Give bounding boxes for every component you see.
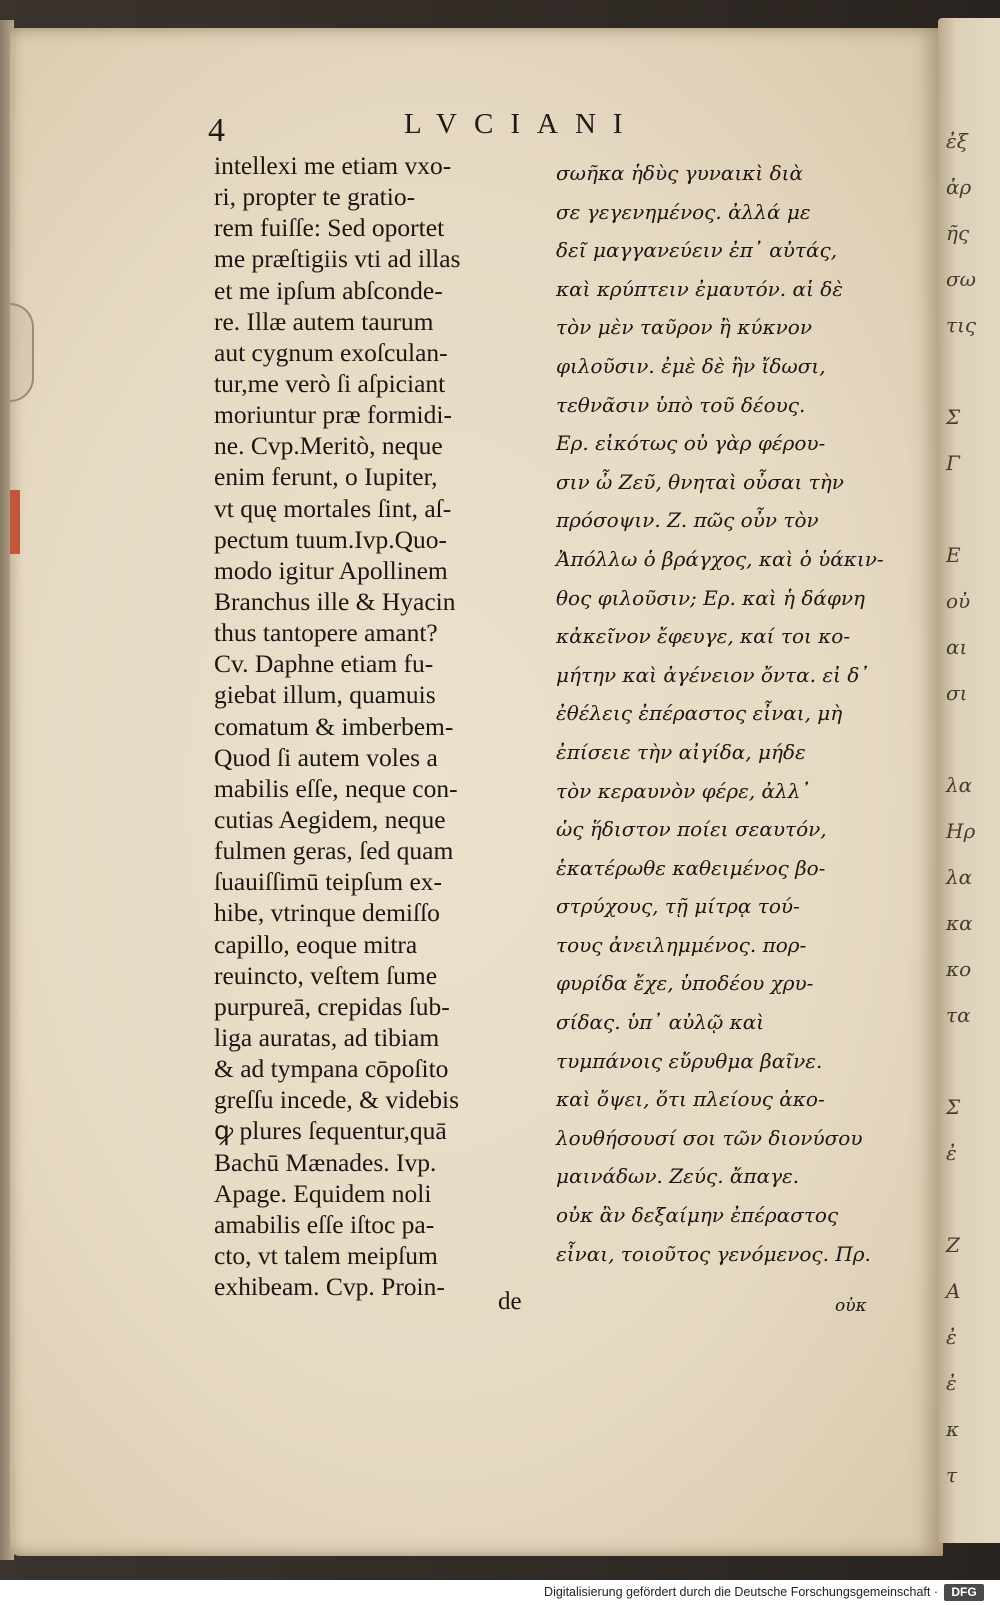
page-header	[208, 102, 908, 149]
greek-line: λουθήσουσί σοι τῶν διονύσου	[556, 1125, 863, 1150]
dfg-logo: DFG	[944, 1584, 984, 1601]
greek-line: ἐπίσειε τὴν αἰγίδα, μήδε	[556, 739, 806, 764]
greek-line: δεῖ μαγγανεύειν ἐπ᾽ αὐτάς,	[556, 238, 838, 263]
funding-credit: Digitalisierung gefördert durch die Deutsche Forschungsgemeinschaft ·	[544, 1585, 938, 1599]
greek-line: φυρίδα ἔχε, ὑποδέου χρυ-	[556, 971, 814, 996]
latin-line: giebat illum, quamuis	[214, 680, 436, 710]
greek-line: ὡς ἥδιστον ποίει σεαυτόν,	[556, 817, 827, 842]
greek-line: Ερ. εἰκότως οὐ γὰρ φέρου-	[556, 431, 826, 456]
greek-line: στρύχους, τῇ μίτρᾳ τού-	[556, 894, 800, 919]
greek-line: καὶ κρύπτειν ἐμαυτόν. αἱ δὲ	[556, 276, 844, 301]
latin-line: cutias Aegidem, neque	[214, 804, 446, 834]
latin-line: rem fuiſſe: Sed oportet	[214, 213, 445, 243]
latin-line: Apage. Equidem noli	[214, 1178, 432, 1208]
latin-line: ꝙ plures ſequentur,quā	[214, 1116, 447, 1146]
greek-line: φιλοῦσιν. ἐμὲ δὲ ἢν ἴδωσι,	[556, 353, 826, 378]
greek-line: τους ἀνειλημμένος. πορ-	[556, 932, 807, 957]
latin-line: tur,me verò ſi aſpiciant	[214, 368, 446, 398]
facing-page-edge	[938, 18, 1000, 1543]
greek-line: τυμπάνοις εὔρυθμα βαῖνε.	[556, 1048, 823, 1073]
latin-line: aut cygnum exoſculan-	[214, 337, 448, 367]
latin-line: reuincto, veſtem ſume	[214, 960, 438, 990]
latin-line: mabilis eſſe, neque con-	[214, 773, 458, 803]
latin-line: re. Illæ autem taurum	[214, 306, 434, 336]
latin-line: ri, propter te gratio-	[214, 182, 416, 212]
latin-line: exhibeam. Cvp. Proin-	[214, 1272, 445, 1302]
running-head: LVCIANI	[404, 108, 640, 140]
latin-line: et me ipſum abſconde-	[214, 275, 443, 305]
latin-line: hibe, vtrinque demiſſo	[214, 898, 440, 928]
latin-line: amabilis eſſe iſtoc pa-	[214, 1209, 435, 1239]
latin-line: liga auratas, ad tibiam	[214, 1022, 440, 1052]
latin-line: Cv. Daphne etiam fu-	[214, 649, 434, 679]
greek-line: μαινάδων. Ζεύς. ἄπαγε.	[556, 1164, 800, 1189]
greek-line: καὶ ὄψει, ὅτι πλείους ἀκο-	[556, 1087, 825, 1112]
greek-line: σίδας. ὑπ᾽ αὐλῷ καὶ	[556, 1010, 765, 1035]
latin-line: comatum & imberbem-	[214, 711, 454, 741]
latin-line: enim ferunt, o Iupiter,	[214, 462, 438, 492]
greek-line: Ἀπόλλω ὁ βράγχος, καὶ ὁ ὑάκιν-	[556, 546, 884, 571]
latin-line: Quod ſi autem voles a	[214, 742, 438, 772]
latin-line: capillo, eoque mitra	[214, 929, 418, 959]
digitization-footer	[0, 1580, 1000, 1605]
latin-line: thus tantopere amant?	[214, 618, 438, 648]
latin-line: & ad tympana cōpoſito	[214, 1054, 449, 1084]
greek-line: εἶναι, τοιοῦτος γενόμενος. Πρ.	[556, 1241, 871, 1266]
latin-catchword: de	[498, 1288, 522, 1315]
latin-line: ne. Cvp.Meritò, neque	[214, 431, 443, 461]
latin-line: vt quę mortales ſint, aſ-	[214, 493, 452, 523]
greek-line: οὐκ ἂν δεξαίμην ἐπέραστος	[556, 1203, 839, 1228]
greek-line: τὸν μὲν ταῦρον ἢ κύκνον	[556, 315, 812, 340]
page-number: 4	[208, 112, 225, 149]
latin-line: Bachū Mænades. Ivp.	[214, 1147, 437, 1177]
latin-line: ſuauiſſimū teipſum ex-	[214, 867, 443, 897]
latin-line: modo igitur Apollinem	[214, 555, 448, 585]
greek-text-column	[556, 154, 896, 1273]
greek-line: τεθνᾶσιν ὑπὸ τοῦ δέους.	[556, 392, 806, 417]
latin-line: Branchus ille & Hyacin	[214, 586, 456, 616]
red-page-marker	[10, 490, 20, 554]
latin-line: moriuntur præ formidi-	[214, 400, 452, 430]
greek-line: σωῆκα ἡδὺς γυναικὶ διὰ	[556, 161, 803, 185]
latin-text-column	[214, 150, 544, 1302]
greek-line: σιν ὦ Ζεῦ, θνηταὶ οὖσαι τὴν	[556, 469, 844, 494]
latin-line: fulmen geras, ſed quam	[214, 836, 454, 866]
latin-line: intellexi me etiam vxo-	[214, 151, 452, 180]
latin-line: cto, vt talem meipſum	[214, 1240, 438, 1270]
greek-line: σε γεγενημένος. ἀλλά με	[556, 199, 811, 224]
greek-line: κἀκεῖνον ἔφευγε, καί τοι κο-	[556, 624, 851, 649]
latin-line: purpureā, crepidas ſub-	[214, 991, 450, 1021]
latin-line: pectum tuum.Ivp.Quo-	[214, 524, 447, 554]
greek-line: ἐθέλεις ἐπέραστος εἶναι, μὴ	[556, 701, 843, 726]
greek-line: τὸν κεραυνὸν φέρε, ἀλλ᾽	[556, 778, 811, 803]
greek-line: ἑκατέρωθε καθειμένος βο-	[556, 855, 826, 880]
facing-page-text-fragments: ἐξ ἁρ ῆς σω τις Σ Γ Ε οὐ αι σι λα Ηρ λα κα κο τα Σ ἐ Ζ Α ἐ ἐ κ τ	[946, 129, 977, 1487]
page-tab-mark	[10, 303, 34, 402]
latin-line: me præſtigiis vti ad illas	[214, 244, 461, 274]
greek-catchword: οὐκ	[835, 1296, 867, 1316]
greek-line: μήτην καὶ ἀγένειον ὄντα. εἰ δ᾽	[556, 662, 870, 687]
greek-line: πρόσοψιν. Ζ. πῶς οὖν τὸν	[556, 508, 819, 533]
latin-line: greſſu incede, & videbis	[214, 1085, 460, 1115]
greek-line: θος φιλοῦσιν; Ερ. καὶ ἡ δάφνη	[556, 585, 866, 610]
